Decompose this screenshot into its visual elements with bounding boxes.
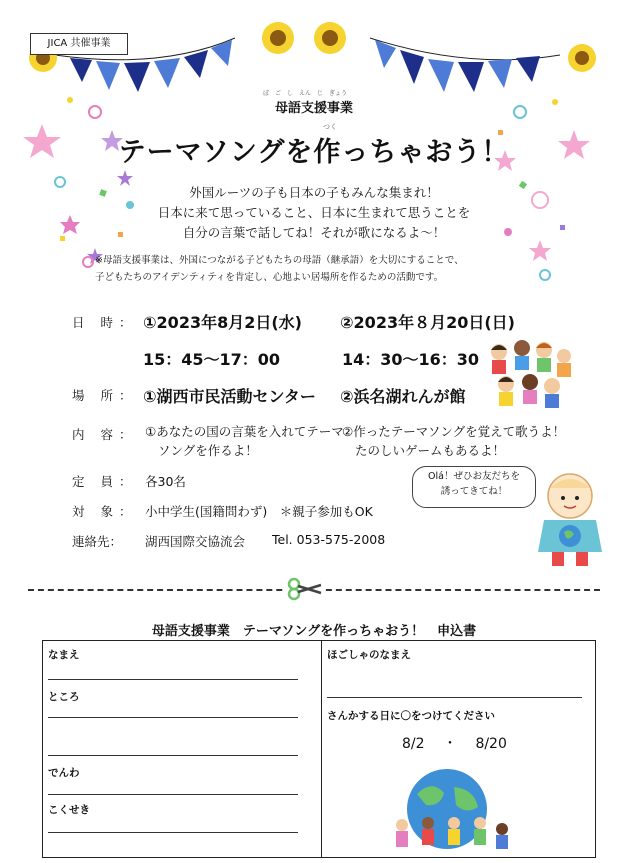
time-1: 15：45～17：00	[143, 350, 281, 369]
address-field-2[interactable]	[48, 755, 298, 756]
guardian-field[interactable]	[327, 697, 582, 698]
event-subtitle: 母語支援事業	[274, 101, 353, 116]
children-illustration	[484, 338, 574, 410]
nationality-field[interactable]	[48, 832, 298, 833]
description-line: 子どもたちのアイデンティティを肯定し、心地よい居場所を作るための活動です。	[95, 272, 444, 283]
attend-label: さんかする日に〇をつけてください	[327, 710, 495, 722]
form-title: 母語支援事業 テーマソングを作っちゃおう！ 申込書	[151, 624, 477, 639]
intro-line: 日本に来て思っていること、日本に生まれて思うことを	[157, 205, 471, 220]
place-2: ②浜名湖れんが館	[340, 387, 466, 406]
address-label: ところ	[48, 691, 80, 703]
phone-label: でんわ	[48, 767, 80, 779]
date-1: ①2023年8月2日(水)	[143, 313, 302, 332]
place-label: 場 所：	[72, 388, 138, 403]
date-separator: ・	[442, 736, 457, 752]
mascot-character-icon	[530, 470, 612, 570]
bubble-line: 誘ってきてね！	[440, 486, 508, 497]
attend-dates	[402, 733, 507, 753]
intro-line: 外国ルーツの子も日本の子もみんな集まれ！	[189, 185, 439, 200]
scissors-icon	[285, 577, 325, 601]
name-field[interactable]	[48, 679, 298, 680]
date-option-2[interactable]: 8/20	[475, 736, 507, 752]
contact-org: 湖西国際交協流会	[145, 534, 246, 549]
content-1	[145, 422, 344, 460]
bubble-line: Olá！ぜひお友だちを	[428, 471, 520, 482]
form-left-column	[43, 641, 313, 857]
application-form	[42, 640, 596, 858]
address-field-1[interactable]	[48, 717, 298, 718]
content-1-line: ①あなたの国の言葉を入れてテーマ	[145, 424, 344, 439]
time-2: 14：30～16：30	[342, 350, 480, 369]
description-line: ※母語支援事業は、外国につながる子どもたちの母語（継承語）を大切にすることで、	[95, 255, 464, 266]
phone-field[interactable]	[48, 794, 298, 795]
content-label: 内 容：	[72, 427, 138, 442]
date-label: 日 時：	[72, 315, 138, 330]
form-right-column	[321, 641, 596, 857]
speech-bubble	[412, 466, 536, 508]
content-2	[342, 422, 565, 460]
target-value: 小中学生(国籍問わず) ＊親子参加もOK	[145, 504, 373, 519]
bunting-flag	[70, 58, 92, 82]
target-label: 対 象：	[72, 504, 138, 519]
date-2: ②2023年８月20日(日)	[340, 313, 515, 332]
intro-text	[0, 183, 628, 243]
subtitle-ruby: ぼ ご し えん じ ぎょう	[263, 90, 348, 97]
nationality-label: こくせき	[48, 804, 90, 816]
program-description	[95, 252, 575, 286]
content-1-line: ソングを作るよ！	[158, 443, 258, 458]
page-title: テーマソングを作っちゃおう！	[118, 137, 510, 168]
content-2-line: たのしいゲームもあるよ！	[355, 443, 506, 458]
capacity-label: 定 員：	[72, 474, 138, 489]
organizer-badge: JICA 共催事業	[30, 33, 128, 55]
globe-children-icon	[382, 759, 512, 853]
name-label: なまえ	[48, 649, 80, 661]
capacity-value: 各30名	[145, 474, 186, 489]
guardian-label: ほごしゃのなまえ	[327, 649, 411, 661]
content-2-line: ②作ったテーマソングを覚えて歌うよ！	[342, 424, 566, 439]
place-1: ①湖西市民活動センター	[143, 387, 316, 406]
contact-tel: Tel. 053-575-2008	[272, 532, 386, 547]
intro-line: 自分の言葉で話してね！それが歌になるよ～！	[182, 225, 446, 240]
title-ruby: つく	[323, 123, 337, 131]
date-option-1[interactable]: 8/2	[402, 736, 425, 752]
contact-label: 連絡先：	[72, 534, 123, 549]
